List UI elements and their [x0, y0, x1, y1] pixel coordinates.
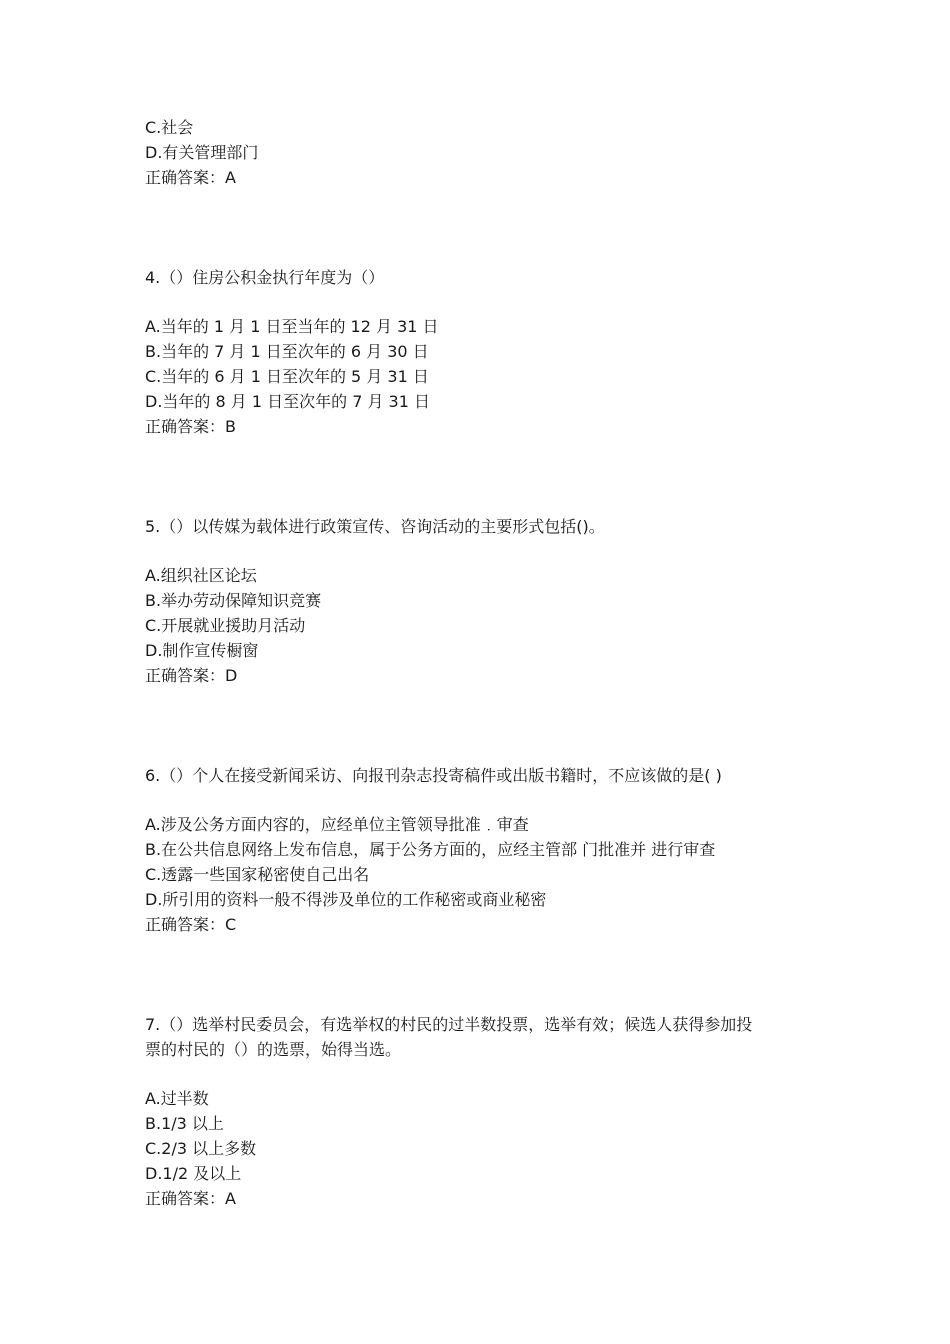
q7-option-a: A.过半数 [145, 1089, 209, 1108]
q6-option-b: B.在公共信息网络上发布信息，属于公务方面的，应经主管部 门批准并 进行审查 [145, 840, 716, 859]
q5-option-b: B.举办劳动保障知识竞赛 [145, 591, 322, 610]
q5-answer: 正确答案：D [145, 666, 238, 685]
q4-answer: 正确答案：B [145, 417, 236, 436]
q7-stem-line2: 票的村民的（）的选票，始得当选。 [145, 1040, 402, 1059]
q7-option-b: B.1/3 以上 [145, 1114, 224, 1133]
q4-option-a: A.当年的 1 月 1 日至当年的 12 月 31 日 [145, 317, 439, 336]
q4-option-d: D.当年的 8 月 1 日至次年的 7 月 31 日 [145, 392, 430, 411]
q4-stem: 4.（）住房公积金执行年度为（） [145, 268, 385, 287]
q7-option-c: C.2/3 以上多数 [145, 1139, 257, 1158]
q5-stem: 5.（）以传媒为载体进行政策宣传、咨询活动的主要形式包括()。 [145, 517, 605, 536]
q6-stem: 6.（）个人在接受新闻采访、向报刊杂志投寄稿件或出版书籍时，不应该做的是( ) [145, 766, 722, 785]
q3-option-c: C.社会 [145, 118, 194, 137]
q3-answer: 正确答案：A [145, 168, 236, 187]
q6-option-c: C.透露一些国家秘密使自己出名 [145, 865, 370, 884]
q6-answer: 正确答案：C [145, 915, 237, 934]
q7-stem-line1: 7.（）选举村民委员会，有选举权的村民的过半数投票，选举有效；候选人获得参加投 [145, 1015, 753, 1034]
q6-option-d: D.所引用的资料一般不得涉及单位的工作秘密或商业秘密 [145, 890, 547, 909]
q5-option-a: A.组织社区论坛 [145, 566, 257, 585]
q3-option-d: D.有关管理部门 [145, 143, 259, 162]
q4-option-b: B.当年的 7 月 1 日至次年的 6 月 30 日 [145, 342, 429, 361]
q5-option-d: D.制作宣传橱窗 [145, 641, 259, 660]
q7-answer: 正确答案：A [145, 1189, 236, 1208]
q4-option-c: C.当年的 6 月 1 日至次年的 5 月 31 日 [145, 367, 429, 386]
q7-option-d: D.1/2 及以上 [145, 1164, 242, 1183]
q6-option-a: A.涉及公务方面内容的，应经单位主管领导批准﹒审查 [145, 815, 529, 834]
q5-option-c: C.开展就业援助月活动 [145, 616, 306, 635]
